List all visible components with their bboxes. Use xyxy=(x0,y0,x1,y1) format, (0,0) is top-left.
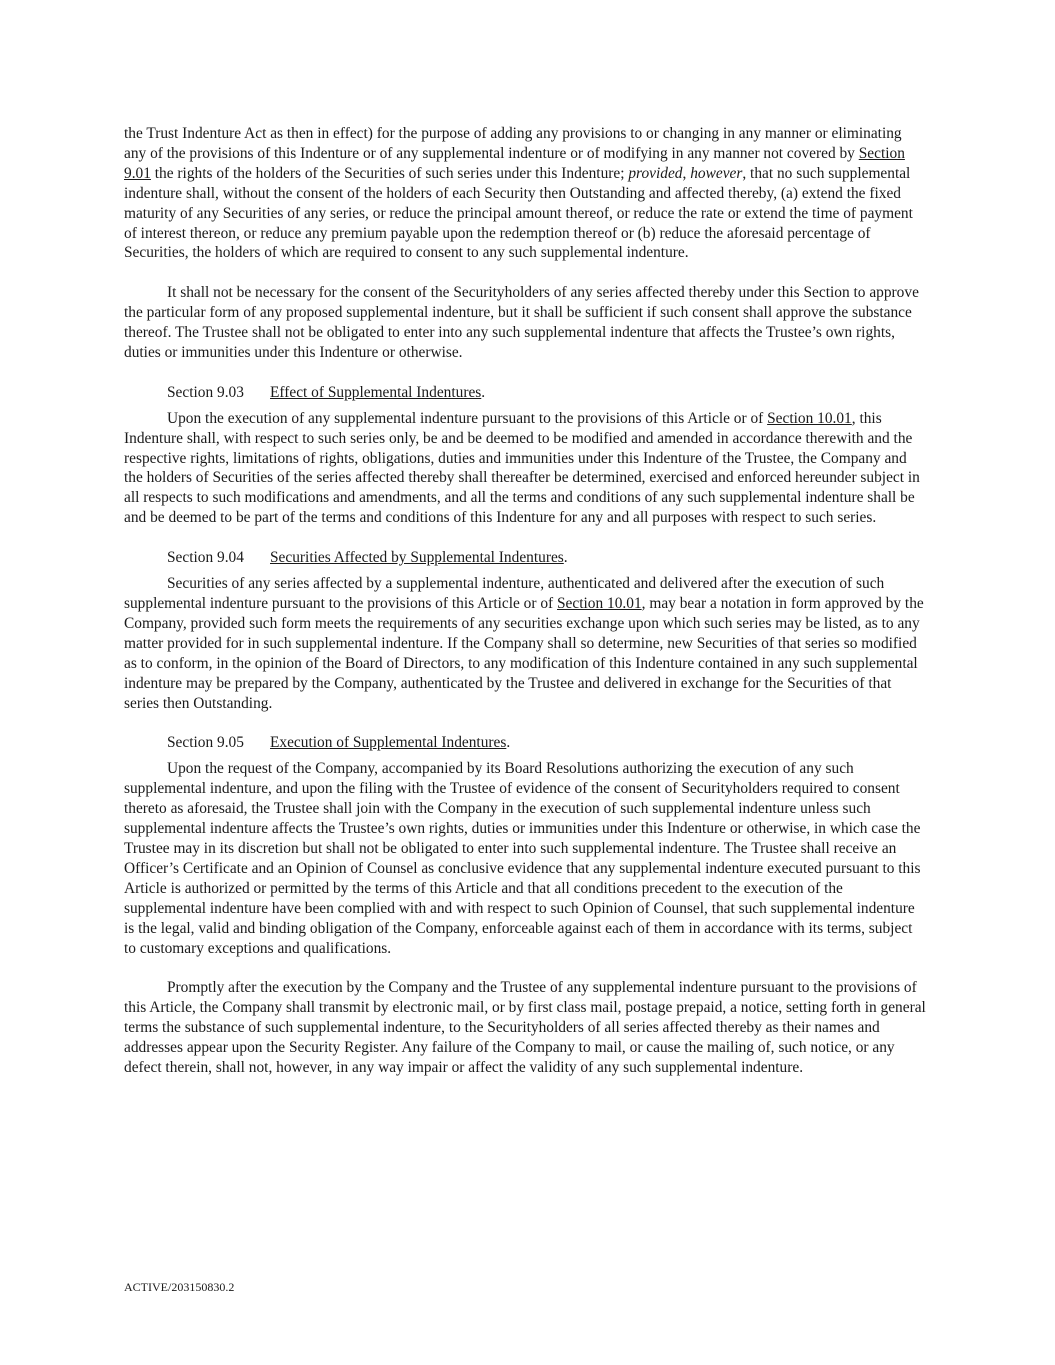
section-9-01-link[interactable]: Section 9.01 xyxy=(124,144,905,182)
section-9-03-body: Upon the execution of any supplemental indenture pursuant to the provisions of this Article or of Section 10.01, this Indenture shall, with respect to such series only, be and be deemed to be modified and amended in accordance therewith and the respective rights, limitations of rights, obligations, duties and immunities under this Indenture of the Trustee, the Company and the holders of Securities of the series affected thereby shall thereafter be determined, exercised and enforced hereunder subject in all respects to such modifications and amendments, and all the terms and conditions of any such supplemental indenture shall be and be deemed to be part of the terms and conditions of this Indenture for any and all purposes with respect to such series. xyxy=(124,409,920,527)
document-footer-id: ACTIVE/203150830.2 xyxy=(124,1280,235,1294)
section-9-04-heading: Section 9.04 Securities Affected by Supplemental Indentures. xyxy=(167,549,568,567)
section-10-01-link[interactable]: Section 10.01 xyxy=(767,409,852,427)
section-9-05-heading: Section 9.05 Execution of Supplemental Indentures. xyxy=(167,734,511,752)
document-body xyxy=(124,124,926,1098)
paragraph-continuation: the Trust Indenture Act as then in effect) for the purpose of adding any provisions to or changing in any manner or eliminating any of the provisions of this Indenture or of any supplemental indenture or of modifying in any manner not covered by Section 9.01 the rights of the holders of the Securities of such series under this Indenture; provided, however, that no such supplemental indenture shall, without the consent of the holders of each Security then Outstanding and affected thereby, (a) extend the fixed maturity of any Securities of any series, or reduce the principal amount thereof, or reduce the rate or extend the time of payment of interest thereon, or reduce any premium payable upon the redemption thereof or (b) reduce the aforesaid percentage of Securities, the holders of which are required to consent to any such supplemental indenture. xyxy=(124,125,913,262)
section-9-03-heading: Section 9.03 Effect of Supplemental Indentures. xyxy=(167,383,486,401)
section-10-01-link[interactable]: Section 10.01 xyxy=(557,595,642,613)
section-9-05-notice: Promptly after the execution by the Company and the Trustee of any supplemental indenture pursuant to the provisions of this Article, the Company shall transmit by electronic mail, or by first class mail, postage prepaid, a notice, setting forth in general terms the substance of such supplemental indenture, to the Securityholders of all series affected thereby as their names and addresses appear upon the Security Register. Any failure of the Company to mail, or cause the mailing of, such notice, or any defect therein, shall not, however, in any way impair or affect the validity of any such supplemental indenture. xyxy=(124,979,926,1076)
paragraph-consent: It shall not be necessary for the consent of the Securityholders of any series affected thereby under this Section to approve the particular form of any proposed supplemental indenture, but it shall be sufficient if such consent shall approve the substance thereof. The Trustee shall not be obligated to enter into any such supplemental indenture that affects the Trustee’s own rights, duties or immunities under this Indenture or otherwise. xyxy=(124,284,919,361)
section-9-04-body: Securities of any series affected by a supplemental indenture, authenticated and delivered after the execution of such supplemental indenture pursuant to the provisions of this Article or of Section 10.01, may bear a notation in form approved by the Company, provided such form meets the requirements of any securities exchange upon which such series may be listed, as to any matter provided for in such supplemental indenture. If the Company shall so determine, new Securities of that series so modified as to conform, in the opinion of the Board of Directors, to any modification of this Indenture contained in any such supplemental indenture may be prepared by the Company, authenticated by the Trustee and delivered in exchange for the Securities of that series then Outstanding. xyxy=(124,575,924,712)
section-9-05-body: Upon the request of the Company, accompanied by its Board Resolutions authorizing the execution of any such supplemental indenture, and upon the filing with the Trustee of evidence of the consent of Securityholders required to consent thereto as aforesaid, the Trustee shall join with the Company in the execution of such supplemental indenture unless such supplemental indenture affects the Trustee’s own rights, duties or immunities under this Indenture or otherwise, in which case the Trustee may in its discretion but shall not be obligated to enter into such supplemental indenture. The Trustee shall receive an Officer’s Certificate and an Opinion of Counsel as conclusive evidence that any supplemental indenture executed pursuant to this Article is authorized or permitted by the terms of this Article and that all conditions precedent to the execution of the supplemental indenture have been complied with and with respect to such Opinion of Counsel, that such supplemental indenture is the legal, valid and binding obligation of the Company, enforceable against each of them in accordance with its terms, subject to customary exceptions and qualifications. xyxy=(124,760,921,957)
